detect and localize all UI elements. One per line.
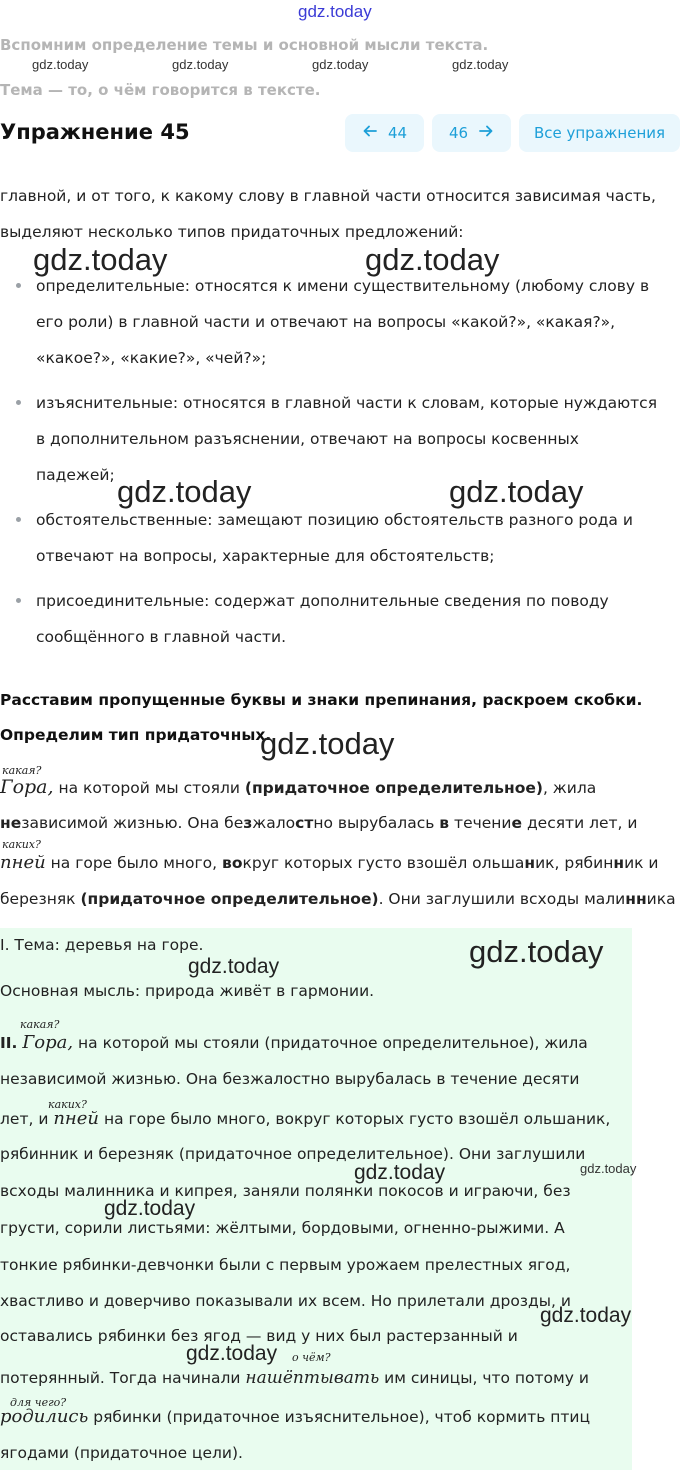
bold-fragment: (придаточное определительное): [80, 890, 379, 908]
text-fragment: им синицы, что потому и: [379, 1369, 589, 1387]
watermark: gdz.today: [365, 242, 500, 277]
list-item-line: падежей;: [36, 466, 115, 484]
task-line: Определим тип придаточных.: [0, 726, 272, 744]
watermark: gdz.today: [260, 726, 395, 761]
faded-text-line: Тема — то, о чём говорится в тексте.: [0, 81, 321, 99]
bullet-icon: [16, 400, 21, 405]
text-fragment: ик и: [624, 854, 659, 872]
arrow-left-icon: [362, 123, 378, 143]
prev-exercise-label: 44: [387, 124, 408, 142]
text-fragment: ика: [646, 890, 676, 908]
question-annotation: для чего?: [10, 1396, 67, 1409]
question-annotation: какая?: [2, 764, 42, 777]
list-item: [16, 583, 680, 655]
text-fragment: зависимой жизнью. Она бе: [21, 814, 244, 832]
bold-fragment: н: [524, 854, 536, 872]
text-fragment: рябинки (придаточное изъяснительное), чтоб кормить птиц: [88, 1408, 591, 1426]
answer-line: всходы малинника и кипрея, заняли полянки покосов и играючи, без: [0, 1182, 571, 1200]
text-fragment: но вырубалась: [313, 814, 440, 832]
handwritten-word: родились: [0, 1406, 89, 1427]
answer-idea: Основная мысль: природа живёт в гармонии.: [0, 982, 375, 1000]
text-fragment: течени: [449, 814, 512, 832]
answer-line: независимой жизнью. Она безжалостно вырубалась в течение десяти: [0, 1070, 580, 1088]
handwritten-word: Гора,: [22, 1032, 74, 1053]
handwritten-word: пней: [53, 1108, 100, 1129]
section-number: II.: [0, 1034, 18, 1052]
question-annotation: каких?: [48, 1098, 87, 1111]
list-item-line: в дополнительном разъяснении, отвечают на вопросы косвенных: [36, 430, 579, 448]
answer-line: [0, 1406, 590, 1427]
answer-line: [0, 1368, 589, 1388]
list-item-line: присоединительные: содержат дополнительные сведения по поводу: [36, 592, 609, 610]
text-fragment: лет, и: [0, 1110, 54, 1128]
watermark: gdz.today: [33, 242, 168, 277]
text-fragment: на горе было много, вокруг которых густо взошёл ольшаник,: [99, 1110, 611, 1128]
watermark: gdz.today: [188, 955, 280, 978]
list-item-line: определительные: относятся к имени существительному (любому слову в: [36, 277, 650, 295]
bold-fragment: ст: [295, 814, 314, 832]
watermark: gdz.today: [104, 1197, 196, 1220]
handwritten-word: нашёптывать: [245, 1368, 380, 1388]
list-item-line: изъяснительные: относятся в главной части к словам, которые нуждаются: [36, 394, 658, 412]
intro-line: главной, и от того, к какому слову в главной части относится зависимая часть,: [0, 187, 656, 205]
answer-line: хвастливо и доверчиво показывали их всем. Но прилетали дрозды, и: [0, 1292, 571, 1310]
text-fragment: . Они заглушили всходы мали: [378, 890, 626, 908]
list-item-line: его роли) в главной части и отвечают на вопросы «какой?», «какая?»,: [36, 313, 616, 331]
list-item: [16, 502, 680, 574]
prev-exercise-button[interactable]: [345, 114, 424, 152]
list-item-line: сообщённого в главной части.: [36, 628, 287, 646]
faded-text-line: Вспомним определение темы и основной мысли текста.: [0, 36, 489, 54]
handwritten-word: пней: [0, 852, 46, 873]
all-exercises-button[interactable]: [519, 114, 680, 152]
clause-types-list: [16, 268, 680, 376]
answer-line: рябинник и березняк (придаточное определительное). Они заглушили: [0, 1145, 586, 1163]
question-annotation: о чём?: [292, 1351, 331, 1364]
bold-fragment: в: [439, 814, 450, 832]
answer-line: [0, 1032, 588, 1053]
page-title: Упражнение 45: [0, 120, 190, 144]
all-exercises-label: Все упражнения: [533, 124, 666, 142]
bold-fragment: не: [0, 814, 22, 832]
text-fragment: березняк: [0, 890, 81, 908]
list-item-line: отвечают на вопросы, характерные для обстоятельств;: [36, 547, 495, 565]
text-fragment: потерянный. Тогда начинали: [0, 1369, 246, 1387]
watermark: gdz.today: [312, 57, 369, 72]
list-item: [16, 268, 680, 376]
example-line: [0, 776, 596, 798]
next-exercise-button[interactable]: [432, 114, 511, 152]
text-fragment: на горе было много,: [45, 854, 223, 872]
watermark: gdz.today: [32, 57, 89, 72]
bullet-icon: [16, 283, 21, 288]
bullet-icon: [16, 598, 21, 603]
answer-line: ягодами (придаточное цели).: [0, 1444, 243, 1462]
arrow-right-icon: [478, 123, 494, 143]
watermark: gdz.today: [540, 1304, 632, 1327]
answer-line: грусти, сорили листьями: жёлтыми, бордовыми, огненно-рыжими. А: [0, 1219, 565, 1237]
watermark: gdz.today: [186, 1342, 278, 1365]
answer-line: оставались рябинки без ягод — вид у них был растерзанный и: [0, 1327, 518, 1345]
text-fragment: жало: [252, 814, 296, 832]
watermark: gdz.today: [117, 474, 252, 509]
answer-line: тонкие рябинки-девчонки были с первым урожаем прелестных ягод,: [0, 1256, 571, 1274]
text-fragment: круг которых густо взошёл ольша: [242, 854, 525, 872]
watermark: gdz.today: [354, 1161, 446, 1184]
bold-fragment: з: [243, 814, 253, 832]
clause-types-list: [16, 502, 680, 574]
question-annotation: каких?: [2, 838, 41, 851]
watermark: gdz.today: [298, 2, 372, 21]
bullet-icon: [16, 517, 21, 522]
text-fragment: на которой мы стояли: [53, 779, 245, 797]
text-fragment: на которой мы стояли (придаточное определительное), жила: [73, 1034, 588, 1052]
clause-types-list: [16, 583, 680, 655]
task-line: Расставим пропущенные буквы и знаки препинания, раскроем скобки.: [0, 691, 643, 709]
bold-fragment: н: [613, 854, 625, 872]
bold-fragment: нн: [625, 890, 647, 908]
list-item-line: обстоятельственные: замещают позицию обстоятельств разного рода и: [36, 511, 633, 529]
text-fragment: десяти лет, и: [522, 814, 638, 832]
answer-theme: I. Тема: деревья на горе.: [0, 936, 204, 954]
watermark: gdz.today: [172, 57, 229, 72]
example-line: [0, 814, 638, 832]
bold-fragment: е: [511, 814, 523, 832]
text-fragment: , жила: [542, 779, 597, 797]
watermark: gdz.today: [449, 474, 584, 509]
question-annotation: какая?: [20, 1018, 60, 1031]
watermark: gdz.today: [469, 934, 604, 969]
answer-line: [0, 1108, 610, 1129]
next-exercise-label: 46: [448, 124, 469, 142]
bold-fragment: во: [222, 854, 243, 872]
handwritten-word: Гора,: [0, 776, 54, 798]
watermark: gdz.today: [580, 1161, 637, 1176]
bold-fragment: (придаточное определительное): [244, 779, 543, 797]
intro-line: выделяют несколько типов придаточных предложений:: [0, 223, 464, 241]
example-line: [0, 852, 659, 873]
list-item-line: «какое?», «какие?», «чей?»;: [36, 349, 267, 367]
text-fragment: ик, рябин: [535, 854, 614, 872]
example-line: [0, 890, 676, 908]
watermark: gdz.today: [452, 57, 509, 72]
